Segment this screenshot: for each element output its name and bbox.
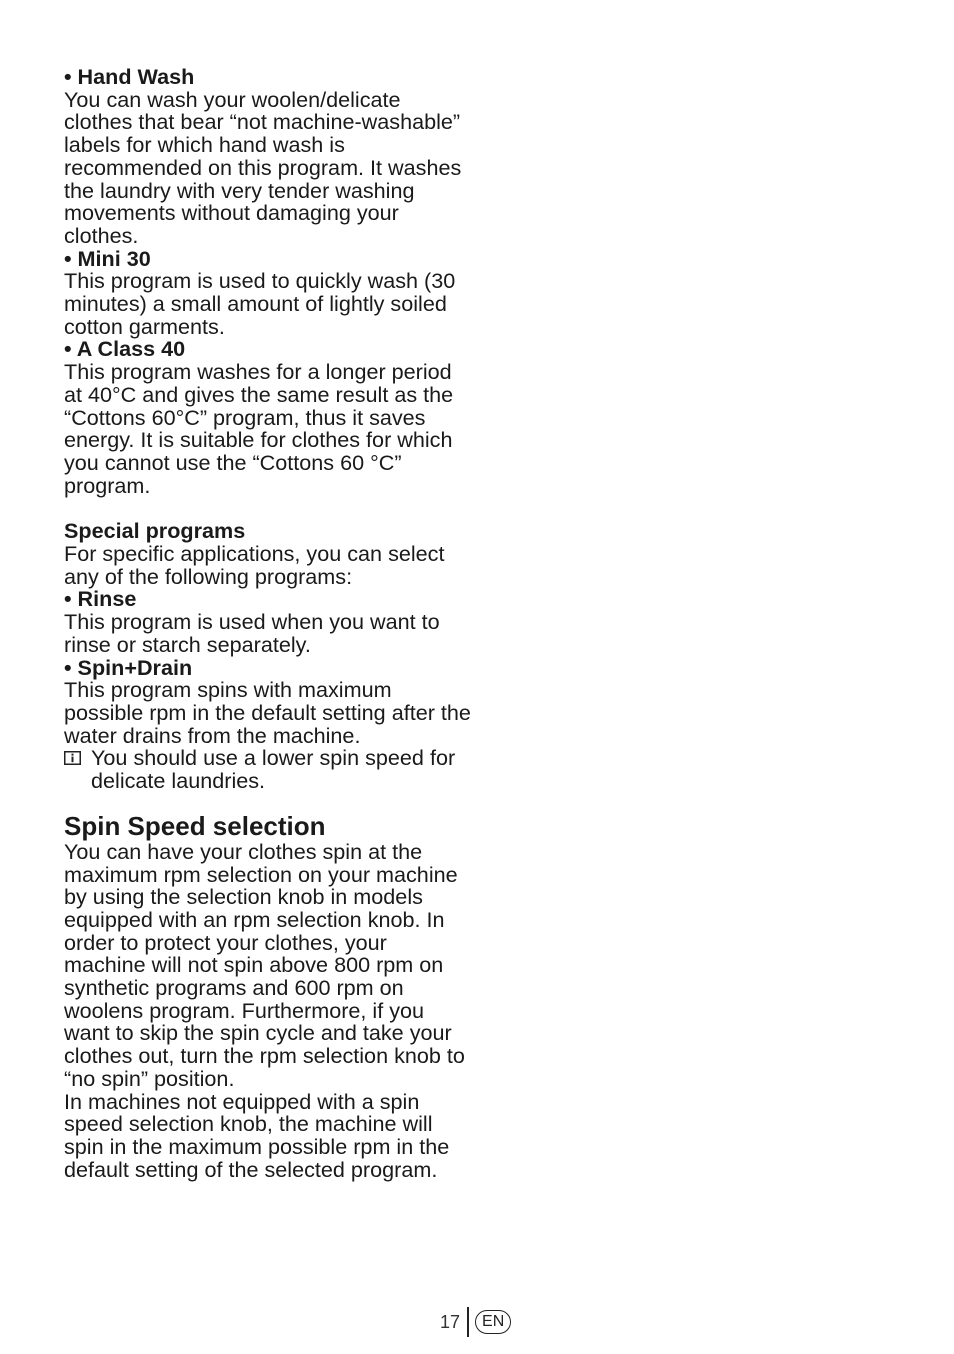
spin-speed-heading: Spin Speed selection xyxy=(64,810,326,841)
page-number: 17 xyxy=(440,1311,461,1332)
spin-drain-note xyxy=(64,747,474,792)
spin-drain-description: This program spins with maximum possible rpm in the default setting after the water drains from the machine. xyxy=(64,677,471,748)
a-class-40-description: This program washes for a longer period at 40°C and gives the same result as the “Cottons 60°C” program, thus it saves energy. It is suitable for clothes for which you cannot use the “Cottons 60 °C” program. xyxy=(64,359,454,498)
special-programs-intro: For specific applications, you can select any of the following programs: xyxy=(64,541,445,589)
mini-30-description: This program is used to quickly wash (30 minutes) a small amount of lightly soiled cotton garments. xyxy=(64,268,456,339)
info-icon xyxy=(64,751,81,765)
hand-wash-description: You can wash your woolen/delicate clothes that bear “not machine-washable” labels for which hand wash is recommended on this program. It washes the laundry with very tender washing movements without damaging your clothes. xyxy=(64,86,462,248)
section-spacer xyxy=(64,497,474,520)
special-programs-title: Special programs xyxy=(64,518,246,544)
a-class-40-title: • A Class 40 xyxy=(64,336,186,362)
footer-divider xyxy=(467,1307,469,1337)
rinse-title: • Rinse xyxy=(64,586,137,612)
rinse-description: This program is used when you want to rinse or starch separately. xyxy=(64,609,440,657)
text-column xyxy=(64,66,474,1181)
mini-30-title: • Mini 30 xyxy=(64,245,151,271)
spin-drain-note-text: You should use a lower spin speed for delicate laundries. xyxy=(91,745,456,794)
spin-speed-no-knob-description: In machines not equipped with a spin speed selection knob, the machine will spin in the maximum possible rpm in the default setting of the selected program. xyxy=(64,1088,450,1182)
spin-speed-description: You can have your clothes spin at the maximum rpm selection on your machine by using the selection knob in models equipped with an rpm selection knob. In order to protect your clothes, your machine will not spin above 800 rpm on synthetic programs and 600 rpm on woolens program. Furthermore, if you want to skip the spin cycle and take your clothes out, turn the rpm selection knob to “no spin” position. xyxy=(64,838,465,1091)
hand-wash-title: • Hand Wash xyxy=(64,64,195,89)
spin-drain-title: • Spin+Drain xyxy=(64,654,193,680)
language-badge: EN xyxy=(475,1310,511,1334)
page-footer xyxy=(440,1308,511,1336)
